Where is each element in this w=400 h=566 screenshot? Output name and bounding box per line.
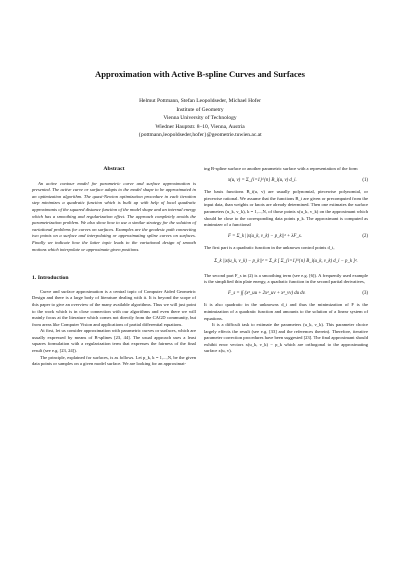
- right-paragraph-2: The first part is a quadratic function in the unknown control points d_i,: [204, 245, 335, 251]
- equation-2-number: (2): [362, 233, 368, 239]
- author-names: Helmut Pottmann, Stefan Leopoldseder, Michael Hofer: [139, 98, 261, 104]
- equation-3-number: (3): [362, 290, 368, 296]
- intro-paragraph-3: The principle, explained for surfaces, is as follows. Let p_k, k = 1,...,N, be the given data points or samples on a given model surface. We are looking for an approximat-: [32, 354, 196, 367]
- equation-3-body: F_s = ∫∫ (x²_uu + 2x²_uv + x²_vv) du dv.: [228, 290, 306, 296]
- intro-heading: 1. Introduction: [32, 275, 69, 282]
- abstract-text: An active contour model for parametric curve and surface approximation is presented. The active curve or surface adapts to the model shape to be approximated in an optimization algorithm. The quasi-Newton optimization procedure in each iteration step minimizes a quadratic function which is built up with help of local quadratic approximants of the squared distance function of the model shape and an internal energy which has a smoothing and regularization effect. The approach completely avoids the parametrization problem. We also show how to use a similar strategy for the solution of variational problems for curves on surfaces. Examples are the geodesic path connecting two points on a surface and interpolating or approximating spline curves on surfaces. Finally we indicate how the latter topic leads to the variational design of smooth motions which interpolate or approximate given positions.: [32, 180, 196, 252]
- author-univ: Vienna University of Technology: [163, 115, 237, 122]
- author-dept: Institute of Geometry: [176, 106, 224, 113]
- abstract-heading: Abstract: [103, 166, 125, 172]
- paper-title: Approximation with Active B-spline Curves and Surfaces: [95, 69, 305, 79]
- right-paragraph-3: The second part F_s in (2) is a smoothing term (see e.g. [6]). A frequently used example is the simplified thin plate energy, a quadratic function in the second partial derivatives,: [204, 272, 368, 285]
- author-email: {pottmann,leopoldseder,hofer}@geometrie.tuwien.ac.at: [138, 132, 262, 139]
- intro-paragraph-2: At first, let us consider approximation with parametric curves or surfaces, which are usually expressed by means of B-splines [23, 44]. The usual approach uses a least squares formulation with a regularization term that expresses the fairness of the final result (see e.g. [23, 24]).: [32, 328, 196, 354]
- intro-paragraph-1: Curve and surface approximation is a central topic of Computer Aided Geometric Design and there is a large body of literature dealing with it. It is beyond the scope of this paper to give an overview of the many available algorithms. Thus we will just point to the work which is in close connection with our algorithms and even there we will mainly focus at the literature which comes not directly from the CAGD community, but from areas like Computer Vision and applications of partial differential equations.: [32, 288, 196, 327]
- equation-2: [204, 234, 368, 241]
- equation-1-body: x(u, v) = Σ_{i=1}^{n} B_i(u, v) d_i.: [228, 177, 297, 183]
- equation-3: [204, 291, 368, 298]
- right-paragraph-0: ing B-spline surface or another parametric surface with a representation of the form: [204, 166, 358, 171]
- left-column: [32, 166, 196, 368]
- right-paragraph-4: It is also quadratic in the unknowns d_i and thus the minimization of F is the minimization of a quadratic function and amounts to the solution of a linear system of equations.: [204, 302, 368, 321]
- right-column: [204, 166, 368, 355]
- author-address: Wiedner Hauptstr. 8–10, Vienna, Austria: [155, 123, 245, 130]
- equation-2-body: F = Σ_k ||x(u_k, v_k) − p_k||² + λF_s.: [228, 233, 302, 239]
- equation-expanded: Σ_k ||x(u_k, v_k) − p_k||² = Σ_k [ Σ_{i=1}^{n} B_i(u_k, v_k) d_i − p_k ]².: [214, 258, 358, 264]
- right-paragraph-1: The basis functions B_i(u, v) are usually polynomial, piecewise polynomial, or piecewise rational. We assume that the functions B_i are given or precomputed from the input data, than weights or knots are already determined. Then one estimates the surface parameters (u_k, v_k), k = 1,...,N, of those points x(u_k, v_k) on the approximant which should be close to the corresponding data points p_k. The approximant is computed as minimizer of a functional: [204, 189, 368, 228]
- right-paragraph-5: It is a difficult task to estimate the parameters (u_k, v_k). This parameter choice largely effects the result (see e.g. [33] and the references therein). Therefore, iterative parameter correction procedures have been suggested [23]. The final approximant should exhibit error vectors x(u_k, v_k) − p_k which are orthogonal to the approximating surface x(u, v).: [204, 322, 368, 354]
- equation-1-number: (1): [362, 177, 368, 183]
- author-block: [0, 97, 400, 140]
- equation-1: [204, 178, 368, 185]
